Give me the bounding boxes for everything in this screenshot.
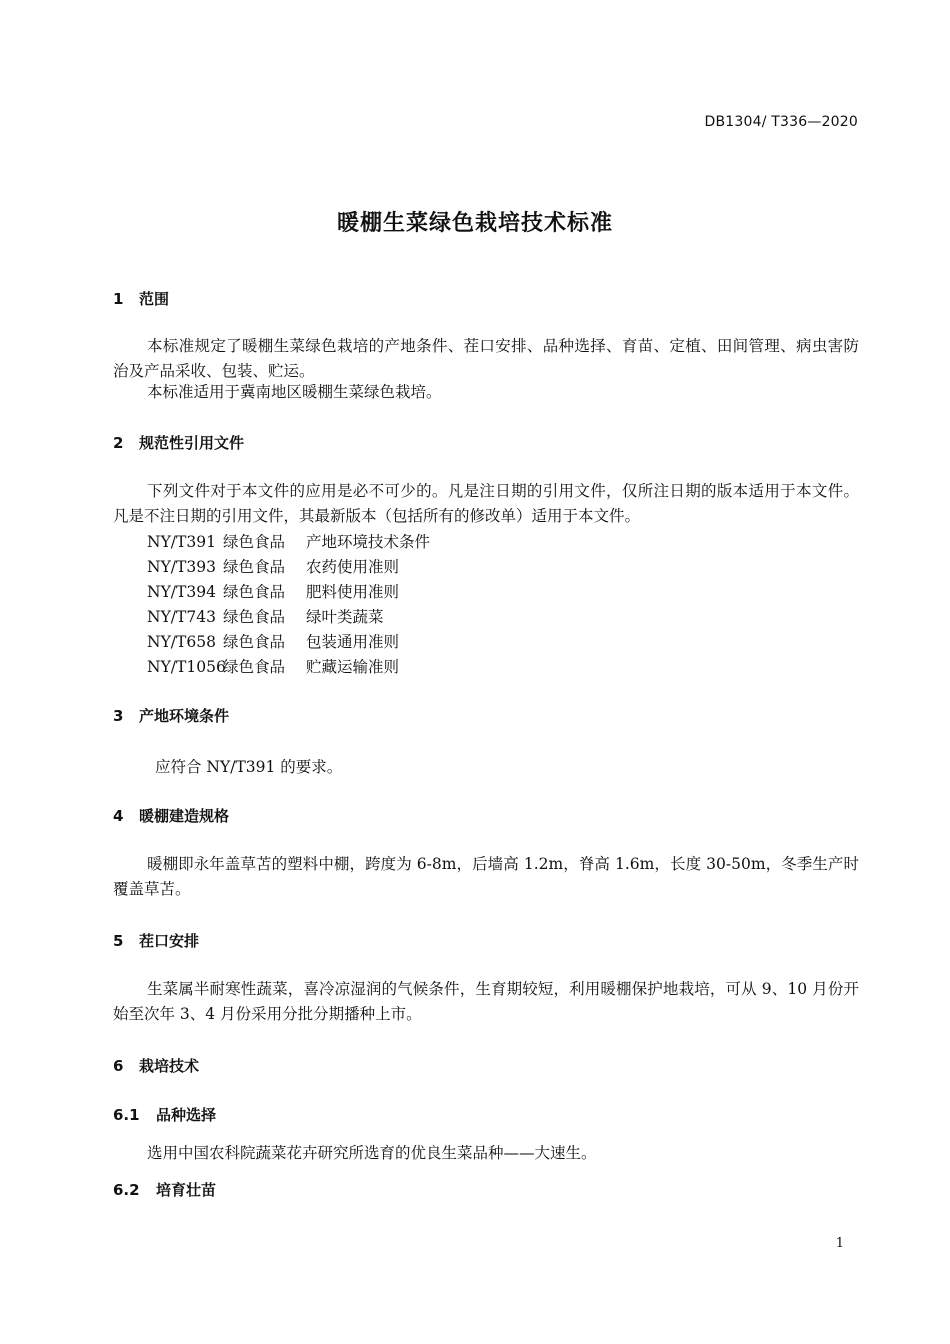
section-4-heading <box>113 805 229 826</box>
section-title: 茬口安排 <box>139 932 200 950</box>
section-3-paragraph-1: 应符合 NY/T391 的要求。 <box>155 758 343 776</box>
section-6-2-heading <box>113 1179 216 1200</box>
section-title: 规范性引用文件 <box>139 434 245 452</box>
section-number: 6 <box>113 1057 124 1075</box>
reference-item: NY/T658 绿色食品 包装通用准则 <box>147 633 400 651</box>
section-title: 暖棚建造规格 <box>139 807 230 825</box>
reference-item: NY/T394 绿色食品 肥料使用准则 <box>147 583 400 601</box>
section-number: 6.2 <box>113 1181 140 1199</box>
section-number: 6.1 <box>113 1106 140 1124</box>
section-title: 产地环境条件 <box>139 707 230 725</box>
section-title: 品种选择 <box>156 1106 217 1124</box>
reference-item: NY/T743 绿色食品 绿叶类蔬菜 <box>147 608 384 626</box>
section-4-paragraph-1: 暖棚即永年盖草苫的塑料中棚，跨度为 6-8m，后墙高 1.2m，脊高 1.6m，长度 30-50m，冬季生产时覆盖草苫。 <box>113 855 859 898</box>
section-6-1-paragraph-1: 选用中国农科院蔬菜花卉研究所选育的优良生菜品种——大速生。 <box>147 1144 597 1162</box>
page-number: 1 <box>835 1236 844 1251</box>
section-5-paragraph-1: 生菜属半耐寒性蔬菜，喜冷凉湿润的气候条件，生育期较短，利用暖棚保护地栽培，可从 9、10 月份开始至次年 3、4 月份采用分批分期播种上市。 <box>113 980 859 1023</box>
section-1-paragraph-2: 本标准适用于冀南地区暖棚生菜绿色栽培。 <box>147 383 442 401</box>
section-number: 4 <box>113 807 124 825</box>
section-2-paragraph-1: 下列文件对于本文件的应用是必不可少的。凡是注日期的引用文件，仅所注日期的版本适用于本文件。凡是不注日期的引用文件，其最新版本（包括所有的修改单）适用于本文件。 <box>113 482 859 525</box>
section-6-1-heading <box>113 1104 216 1125</box>
section-1-heading <box>113 288 169 309</box>
section-number: 5 <box>113 932 124 950</box>
reference-item: NY/T391 绿色食品 产地环境技术条件 <box>147 533 431 551</box>
section-number: 3 <box>113 707 124 725</box>
document-title: 暖棚生菜绿色栽培技术标准 <box>336 211 613 236</box>
section-2-heading <box>113 432 244 453</box>
section-title: 范围 <box>139 290 170 308</box>
section-3-heading <box>113 705 229 726</box>
section-5-heading <box>113 930 199 951</box>
section-1-paragraph-1: 本标准规定了暖棚生菜绿色栽培的产地条件、茬口安排、品种选择、育苗、定植、田间管理、病虫害防治及产品采收、包装、贮运。 <box>113 337 859 380</box>
section-title: 培育壮苗 <box>156 1181 217 1199</box>
section-title: 栽培技术 <box>139 1057 200 1075</box>
section-number: 2 <box>113 434 124 452</box>
document-code: DB1304/ T336—2020 <box>704 114 858 130</box>
reference-item: NY/T393 绿色食品 农药使用准则 <box>147 558 400 576</box>
section-6-heading <box>113 1055 199 1076</box>
section-number: 1 <box>113 290 124 308</box>
reference-item: NY/T1056绿色食品 贮藏运输准则 <box>147 658 400 676</box>
